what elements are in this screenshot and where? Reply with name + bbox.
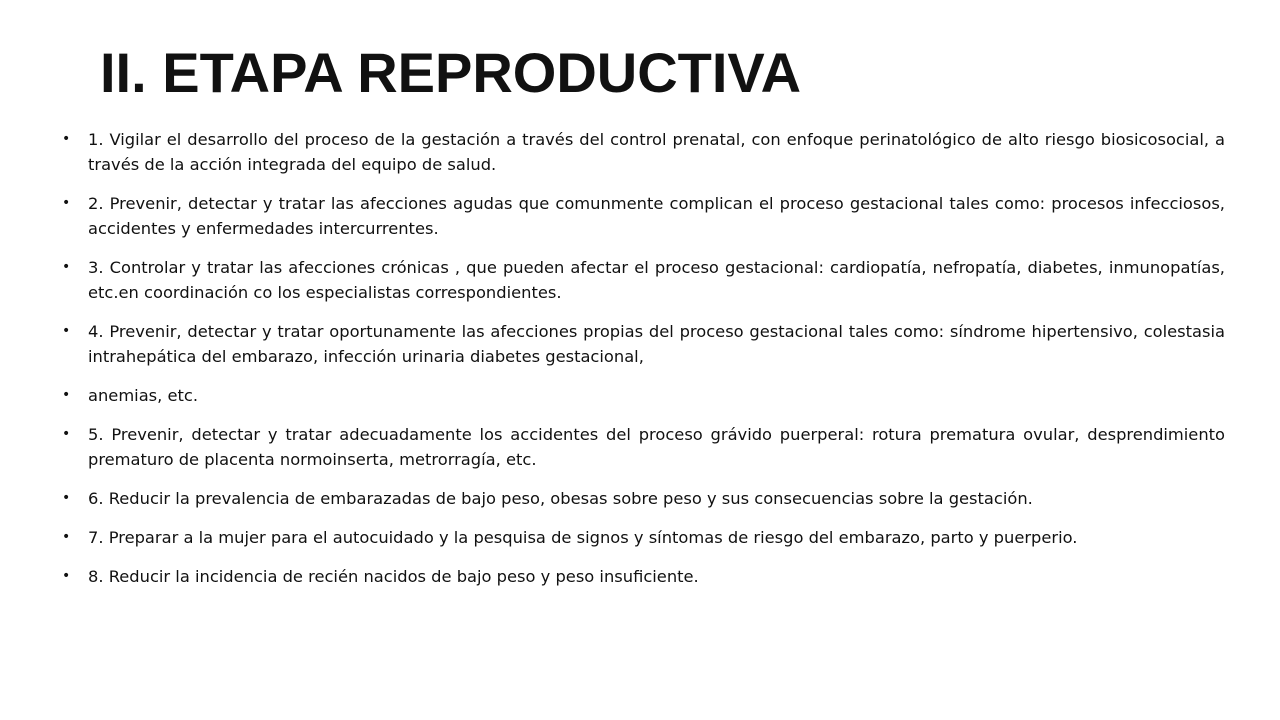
bullet-text: 2. Prevenir, detectar y tratar las afecciones agudas que comunmente complican el proceso gestacional tales como: procesos infecciosos, accidentes y enfermedades intercurrentes. bbox=[88, 194, 1225, 238]
bullet-item bbox=[62, 525, 1225, 550]
slide-title: II. ETAPA REPRODUCTIVA bbox=[100, 41, 802, 104]
bullet-icon: • bbox=[62, 195, 71, 211]
bullet-text: 4. Prevenir, detectar y tratar oportunamente las afecciones propias del proceso gestacional tales como: síndrome hipertensivo, colestasia intrahepática del embarazo, infección urinaria diabetes gestacional, bbox=[88, 322, 1225, 366]
bullet-item bbox=[62, 319, 1225, 369]
bullet-icon: • bbox=[62, 426, 71, 442]
bullet-item bbox=[62, 486, 1225, 511]
bullet-item bbox=[62, 255, 1225, 305]
bullet-item bbox=[62, 191, 1225, 241]
bullet-item bbox=[62, 564, 1225, 589]
bullet-item bbox=[62, 383, 1225, 408]
bullet-text: 5. Prevenir, detectar y tratar adecuadamente los accidentes del proceso grávido puerperal: rotura prematura ovular, desprendimiento prematuro de placenta normoinserta, metrorragía, etc. bbox=[88, 425, 1225, 469]
bullet-text: 1. Vigilar el desarrollo del proceso de la gestación a través del control prenatal, con enfoque perinatológico de alto riesgo biosicosocial, a través de la acción integrada del equipo de salud. bbox=[88, 130, 1225, 174]
bullet-icon: • bbox=[62, 259, 71, 275]
bullet-icon: • bbox=[62, 568, 71, 584]
bullet-text: 7. Preparar a la mujer para el autocuidado y la pesquisa de signos y síntomas de riesgo del embarazo, parto y puerperio. bbox=[88, 528, 1078, 547]
bullet-text: 8. Reducir la incidencia de recién nacidos de bajo peso y peso insuficiente. bbox=[88, 567, 699, 586]
bullet-icon: • bbox=[62, 490, 71, 506]
bullet-icon: • bbox=[62, 529, 71, 545]
bullet-text: 3. Controlar y tratar las afecciones crónicas , que pueden afectar el proceso gestacional: cardiopatía, nefropatía, diabetes, inmunopatías, etc.en coordinación co los especialistas correspondientes. bbox=[88, 258, 1225, 302]
bullet-item bbox=[62, 422, 1225, 472]
bullet-list bbox=[62, 127, 1225, 603]
bullet-text: anemias, etc. bbox=[88, 386, 199, 405]
bullet-icon: • bbox=[62, 131, 71, 147]
bullet-text: 6. Reducir la prevalencia de embarazadas de bajo peso, obesas sobre peso y sus consecuencias sobre la gestación. bbox=[88, 489, 1033, 508]
bullet-item bbox=[62, 127, 1225, 177]
bullet-icon: • bbox=[62, 387, 71, 403]
bullet-icon: • bbox=[62, 323, 71, 339]
